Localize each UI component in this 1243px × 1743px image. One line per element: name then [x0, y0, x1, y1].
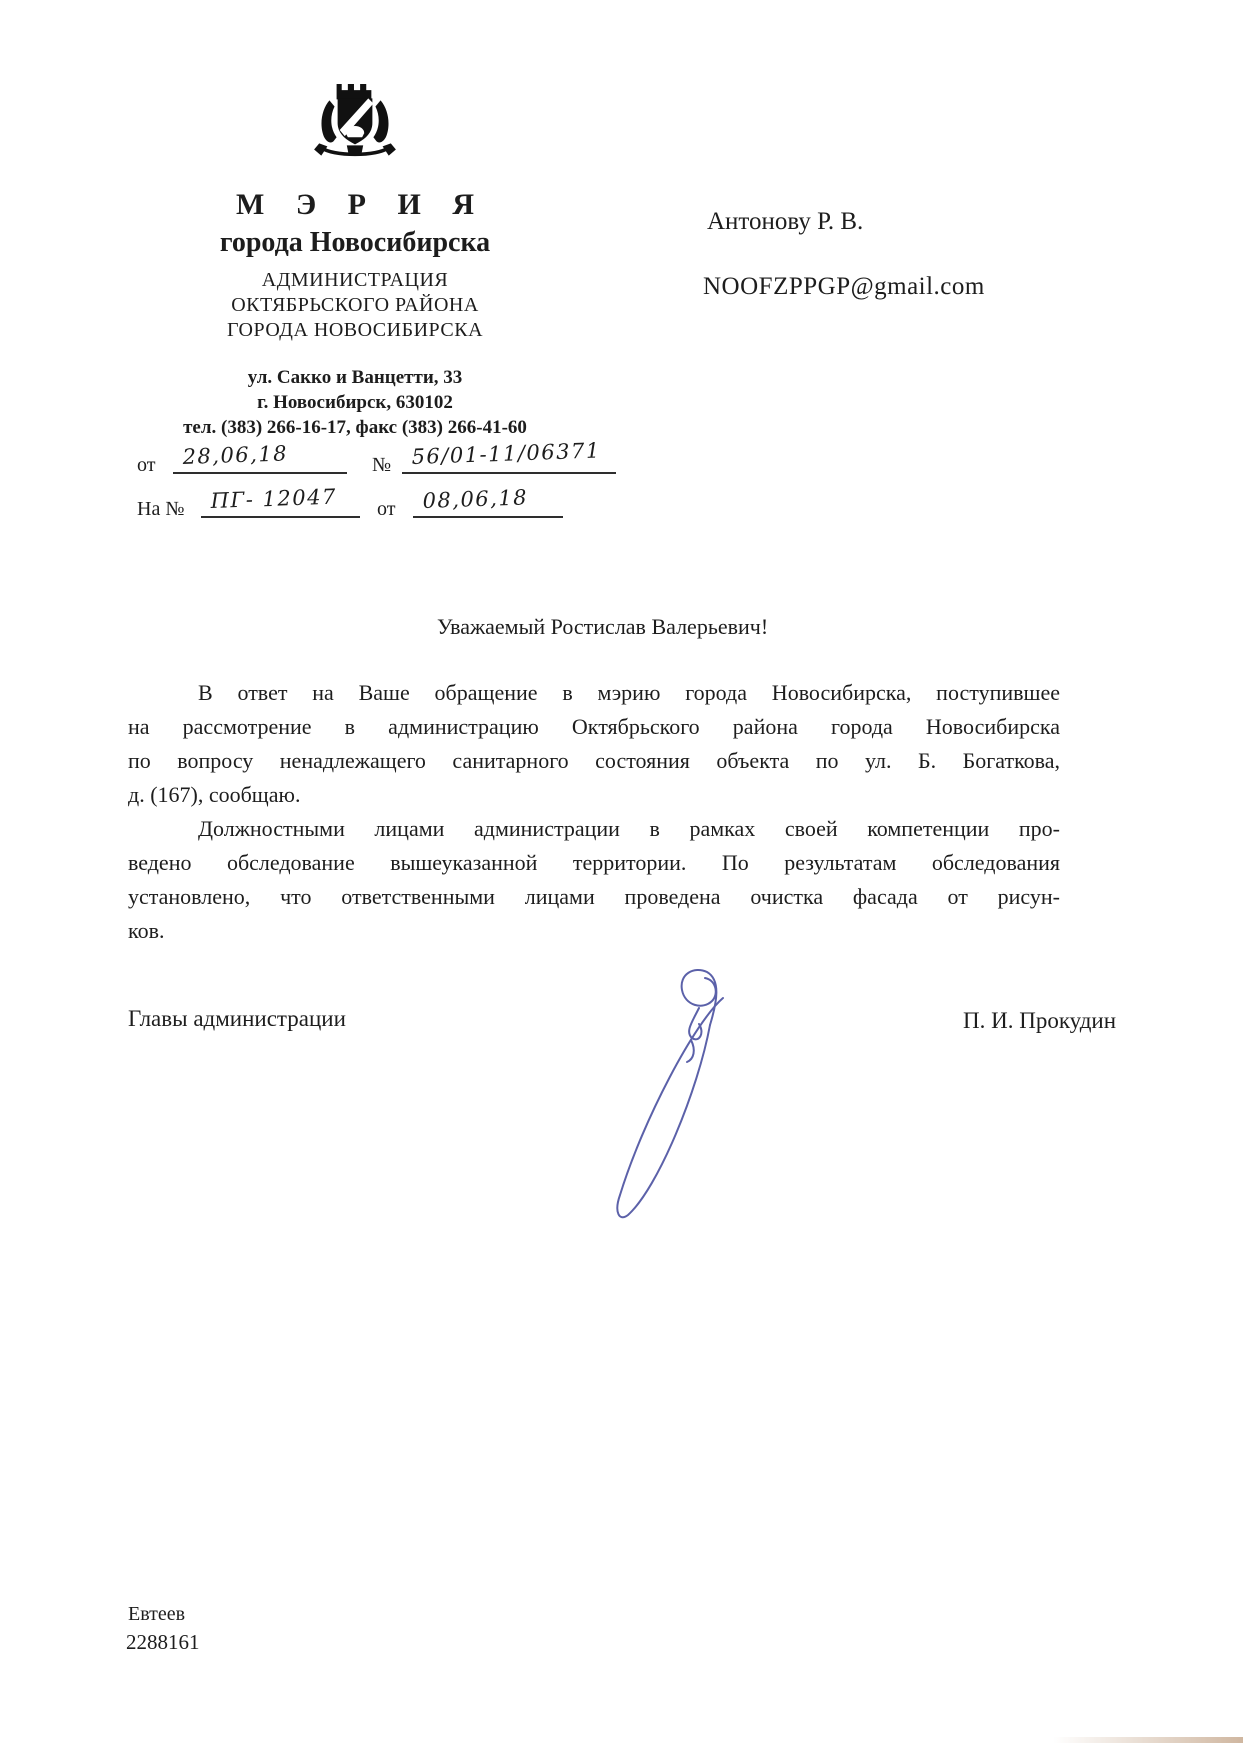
- reply-number-blank-line: [201, 486, 360, 518]
- org-line-3: ГОРОДА НОВОСИБИРСКА: [226, 319, 484, 341]
- body-line: ведено обследование вышеуказанной территории. По результатам обследования: [128, 850, 1060, 875]
- signer-name: П. И. Прокудин: [963, 1008, 1117, 1033]
- novosibirsk-coat-of-arms-icon: [309, 82, 401, 174]
- body-line: д. (167), сообщаю.: [128, 782, 301, 807]
- letterhead: [125, 82, 585, 441]
- letter-body: [128, 676, 1060, 948]
- executor-name: Евтеев: [128, 1603, 186, 1625]
- handwritten-reply-date: 08,06,18: [422, 485, 529, 513]
- date-blank-line: [173, 442, 347, 474]
- body-line: по вопросу ненадлежащего санитарного состояния объекта по ул. Б. Богаткова,: [128, 748, 1060, 773]
- body-line: В ответ на Ваше обращение в мэрию города Новосибирска, поступившее: [198, 680, 1060, 705]
- salutation: Уважаемый Ростислав Валерьевич!: [437, 614, 769, 639]
- reply-to-label: На №: [137, 498, 185, 520]
- handwritten-reply-number: ПГ- 12047: [210, 484, 338, 513]
- reply-date-label: от: [377, 498, 396, 520]
- executor-phone: 2288161: [126, 1630, 200, 1654]
- body-line: установлено, что ответственными лицами проведена очистка фасада от рисун-: [128, 884, 1060, 909]
- body-line: на рассмотрение в администрацию Октябрьского района города Новосибирска: [128, 714, 1060, 739]
- org-line-1: АДМИНИСТРАЦИЯ: [261, 269, 449, 291]
- number-blank-line: [402, 438, 616, 474]
- number-label: №: [372, 454, 392, 476]
- recipient-email: NOOFZPPGP@gmail.com: [703, 273, 985, 300]
- incoming-reference-row: [0, 484, 700, 524]
- handwritten-signature: [595, 960, 760, 1230]
- body-line: ков.: [128, 918, 165, 943]
- org-city-address: г. Новосибирск, 630102: [257, 392, 453, 413]
- body-line: Должностными лицами администрации в рамках своей компетенции про-: [198, 816, 1060, 841]
- outgoing-reference-row: [0, 438, 700, 480]
- org-line-2: ОКТЯБРЬСКОГО РАЙОНА: [231, 294, 479, 316]
- date-label: от: [137, 454, 156, 476]
- org-phone-fax: тел. (383) 266-16-17, факс (383) 266-41-60: [183, 417, 527, 438]
- scan-edge-artifact: [1053, 1737, 1243, 1743]
- org-subtitle: города Новосибирска: [219, 227, 491, 258]
- org-street-address: ул. Сакко и Ванцетти, 33: [247, 367, 463, 388]
- org-title: М Э Р И Я: [236, 188, 486, 221]
- handwritten-number: 56/01-11/06371: [411, 438, 602, 469]
- signer-position-title: Главы администрации: [128, 1006, 346, 1031]
- reply-date-blank-line: [413, 486, 563, 518]
- recipient-name: Антонову Р. В.: [707, 208, 864, 235]
- handwritten-date: 28,06,18: [182, 441, 289, 469]
